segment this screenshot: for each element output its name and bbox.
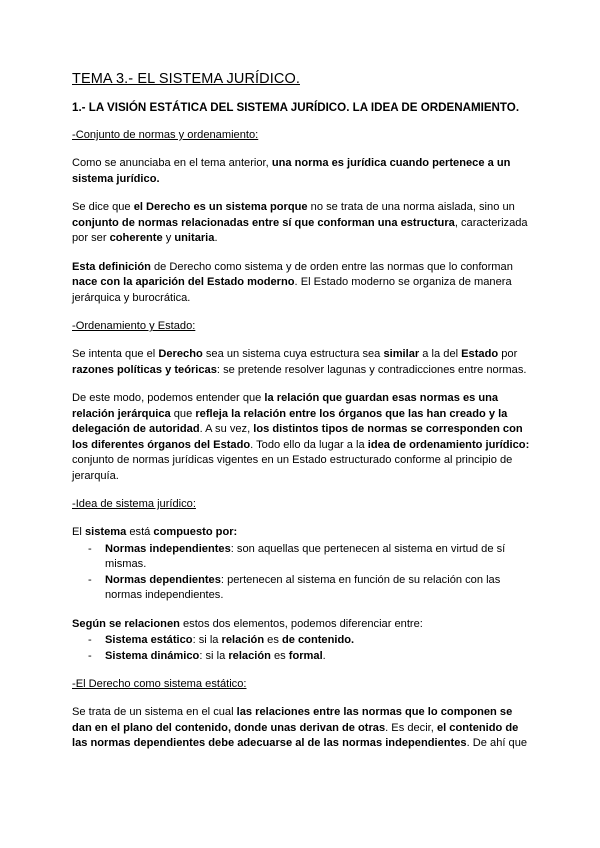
list-system-types <box>72 633 532 664</box>
list-norm-types <box>72 542 532 604</box>
paragraph: Se trata de un sistema en el cual las relaciones entre las normas que lo componen se dan en el plano del contenido, donde unas derivan de otras. Es decir, el contenido de las normas dependientes debe adecuarse al de las normas independientes. De ahí que <box>72 706 528 749</box>
document-title: TEMA 3.- EL SISTEMA JURÍDICO. <box>72 71 300 87</box>
document-body <box>72 71 532 765</box>
subsection-title-ordenamiento: -Ordenamiento y Estado: <box>72 320 196 332</box>
subsection-title-sistema: -Idea de sistema jurídico: <box>72 498 196 510</box>
list-item: - Normas independientes: son aquellas que pertenecen al sistema en virtud de sí mismas. <box>88 542 506 570</box>
paragraph: El sistema está compuesto por: <box>72 526 238 538</box>
paragraph: Se dice que el Derecho es un sistema porque no se trata de una norma aislada, sino un conjunto de normas relacionadas entre sí que conforman una estructura, caracterizada por ser coherente y unitaria. <box>72 201 528 244</box>
paragraph: Esta definición de Derecho como sistema y de orden entre las normas que lo conforman nace con la aparición del Estado moderno. El Estado moderno se organiza de manera jerárquica y burocrática. <box>72 260 513 304</box>
paragraph: Como se anunciaba en el tema anterior, una norma es jurídica cuando pertenece a un sistema jurídico. <box>72 157 511 185</box>
list-item: - Sistema dinámico: si la relación es formal. <box>88 649 326 662</box>
subsection-title-estatico: -El Derecho como sistema estático: <box>72 678 247 690</box>
list-item: - Normas dependientes: pertenecen al sistema en función de su relación con las normas independientes. <box>88 573 501 601</box>
list-item: - Sistema estático: si la relación es de contenido. <box>88 634 355 646</box>
paragraph: De este modo, podemos entender que la relación que guardan esas normas es una relación jerárquica que refleja la relación entre los órganos que las han creado y la delegación de autoridad. A su vez, los distintos tipos de normas se corresponden con los diferentes órganos del Estado. Todo ello da lugar a la idea de ordenamiento jurídico: conjunto de normas jurídicas vigentes en un Estado estructurado conforme al principio de jerarquía. <box>72 392 530 482</box>
paragraph: Se intenta que el Derecho sea un sistema cuya estructura sea similar a la del Estado por razones políticas y teóricas: se pretende resolver lagunas y contradicciones entre normas. <box>72 348 527 376</box>
paragraph: Según se relacionen estos dos elementos, podemos diferenciar entre: <box>72 617 423 630</box>
section-heading: 1.- LA VISIÓN ESTÁTICA DEL SISTEMA JURÍDICO. LA IDEA DE ORDENAMIENTO. <box>72 101 520 114</box>
subsection-title-conjunto: -Conjunto de normas y ordenamiento: <box>72 129 259 141</box>
